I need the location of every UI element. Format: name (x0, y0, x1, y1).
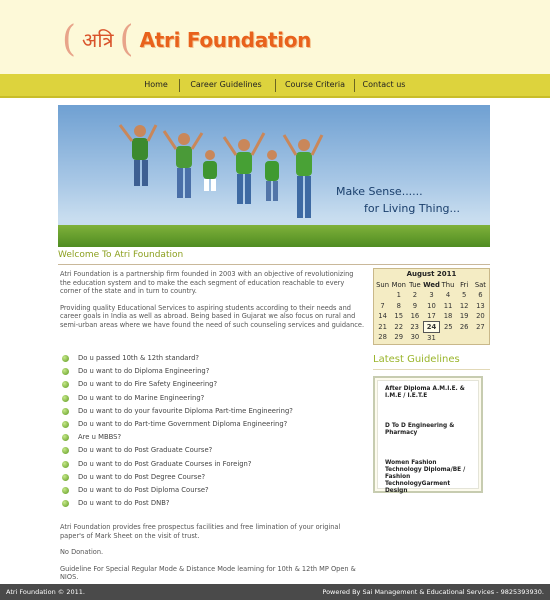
calendar-day-cell[interactable]: 13 (476, 301, 485, 310)
list-item[interactable]: Do u want to do Post Diploma Course? (62, 484, 362, 497)
calendar-day-cell (456, 332, 472, 343)
outro-paragraph-2: No Donation. (60, 548, 104, 556)
list-item[interactable]: Are u MBBS? (62, 431, 362, 444)
calendar-day-cell[interactable]: 12 (459, 301, 469, 310)
calendar-day-cell[interactable]: 6 (478, 291, 483, 300)
list-item[interactable]: Do u want to do Post DNB? (62, 497, 362, 510)
bullet-icon (62, 474, 69, 481)
site-logo[interactable] (62, 20, 311, 60)
calendar-day-cell[interactable]: 9 (412, 301, 418, 310)
site-header (0, 0, 550, 74)
list-item[interactable]: Do u want to do Fire Safety Engineering? (62, 378, 362, 391)
bullet-icon (62, 434, 69, 441)
guideline-item[interactable]: D To D Engineering & Pharmacy (385, 423, 455, 436)
nav-career-guidelines[interactable]: Career Guidelines (190, 80, 262, 89)
outro-text (60, 523, 366, 590)
calendar-day-cell[interactable]: 27 (476, 322, 485, 331)
calendar-widget (373, 268, 490, 345)
nav-course-criteria[interactable]: Course Criteria (284, 80, 346, 89)
latest-guidelines-scroller[interactable] (377, 380, 479, 494)
footer-copyright: Atri Foundation © 2011. (6, 588, 85, 596)
calendar-day-cell[interactable]: 16 (410, 312, 420, 321)
bullet-icon (62, 395, 69, 402)
calendar-day-cell[interactable]: 29 (394, 333, 404, 342)
calendar-day-cell (472, 332, 488, 343)
guideline-item[interactable]: After Diploma A.M.I.E. & I.M.E / I.E.T.E (385, 386, 465, 399)
list-item[interactable]: Do u want to do Post Degree Course? (62, 471, 362, 484)
grass-ground (58, 225, 490, 247)
calendar-week-row (375, 311, 489, 322)
calendar-day-cell[interactable]: 25 (443, 322, 453, 331)
footer-powered-by[interactable]: Powered By Sai Management & Educational Services - 9825393930. (322, 588, 544, 596)
latest-guidelines-title: Latest Guidelines (373, 354, 460, 365)
intro-text (60, 270, 366, 337)
calendar-week-row (375, 290, 489, 301)
bullet-icon (62, 461, 69, 468)
calendar-day-cell (375, 290, 391, 301)
banner-tagline-1: Make Sense...... (336, 185, 423, 198)
list-item[interactable]: Do u want to do Marine Engineering? (62, 392, 362, 405)
logo-bracket-right: ( (119, 19, 134, 60)
calendar-day-cell[interactable]: 15 (394, 312, 404, 321)
calendar-grid (375, 280, 489, 343)
nav-contact-us[interactable]: Contact us (362, 80, 406, 89)
calendar-day-cell[interactable]: 26 (459, 322, 469, 331)
calendar-day-cell (440, 332, 456, 343)
calendar-day-cell[interactable]: 18 (443, 312, 453, 321)
calendar-day-cell[interactable]: 5 (462, 291, 467, 300)
calendar-day-cell[interactable]: 4 (445, 291, 451, 300)
calendar-day-cell[interactable]: 21 (378, 322, 387, 331)
questions-list (62, 352, 362, 510)
bullet-icon (62, 381, 69, 388)
welcome-heading: Welcome To Atri Foundation (58, 247, 490, 265)
bullet-icon (62, 421, 69, 428)
calendar-week-row (375, 322, 489, 333)
calendar-day-cell[interactable]: 7 (380, 301, 385, 310)
bullet-icon (62, 355, 69, 362)
calendar-day-header: Wed (423, 281, 440, 289)
intro-paragraph-2: Providing quality Educational Services to aspiring students according to their needs and career goals in India as well as abroad. Being based in Gujarat we also focus on rural and semi-urban areas where we have found the need of such counseling services and guidance. (60, 303, 365, 329)
calendar-title: August 2011 (406, 270, 457, 278)
calendar-day-cell[interactable]: 20 (476, 312, 485, 321)
nav-divider (179, 79, 180, 92)
list-item[interactable]: Do u want to do your favourite Diploma Part-time Engineering? (62, 405, 362, 418)
calendar-day-cell[interactable]: 1 (396, 291, 401, 300)
nav-divider (275, 79, 276, 92)
bullet-icon (62, 408, 69, 415)
calendar-day-cell[interactable]: 14 (378, 312, 387, 321)
calendar-day-header: Mon (391, 281, 406, 289)
list-item[interactable]: Do u want to do Part-time Government Diploma Engineering? (62, 418, 362, 431)
latest-guidelines-divider (373, 369, 490, 370)
logo-bracket-left: ( (62, 19, 77, 60)
bullet-icon (62, 500, 69, 507)
calendar-day-cell[interactable]: 23 (410, 322, 419, 331)
calendar-day-header: Sun (376, 281, 390, 289)
calendar-day-header: Fri (460, 281, 469, 289)
bullet-icon (62, 368, 69, 375)
list-item[interactable]: Do u passed 10th & 12th standard? (62, 352, 362, 365)
outro-paragraph-3: Guideline For Special Regular Mode & Distance Mode learning for 10th & 12th MP Open & NIOS. (60, 564, 356, 581)
calendar-day-cell[interactable]: 30 (410, 333, 420, 342)
calendar-week-row (375, 332, 489, 343)
list-item[interactable]: Do u want to do Diploma Engineering? (62, 365, 362, 378)
calendar-day-header: Tue (409, 281, 421, 289)
calendar-day-cell[interactable]: 28 (378, 333, 387, 342)
nav-home[interactable]: Home (144, 80, 168, 89)
banner-tagline-2: for Living Thing... (364, 202, 461, 215)
calendar-day-cell[interactable]: 17 (427, 312, 436, 320)
hero-banner (58, 105, 490, 247)
latest-guidelines-box (373, 376, 483, 493)
calendar-day-cell[interactable]: 2 (412, 291, 418, 300)
calendar-day-cell[interactable]: 31 (427, 333, 436, 342)
calendar-day-cell[interactable]: 10 (427, 301, 436, 310)
calendar-day-cell[interactable]: 8 (396, 301, 401, 310)
brand-name: Atri Foundation (139, 28, 312, 52)
calendar-day-cell[interactable]: 3 (429, 291, 434, 300)
site-footer (0, 584, 550, 600)
main-nav (0, 74, 550, 98)
outro-paragraph-1: Atri Foundation provides free prospectus facilities and free limination of your original paper's of Mark Sheet on the visit of trust. (60, 523, 341, 540)
guideline-item[interactable]: Women Fashion Technology Diploma/BE / Fashion TechnologyGarment Design (385, 460, 466, 494)
calendar-day-cell[interactable]: 22 (394, 322, 404, 331)
nav-divider (354, 79, 355, 92)
calendar-day-cell[interactable]: 11 (443, 301, 453, 310)
bullet-icon (62, 447, 69, 454)
list-item[interactable]: Do u want to do Post Graduate Course? (62, 444, 362, 457)
intro-paragraph-1: Atri Foundation is a partnership firm founded in 2003 with an objective of revolutionizing the education system and to make the each segment of education reachable to every corner of the state and in turn to country. (60, 270, 354, 295)
calendar-day-cell[interactable]: 24 (423, 322, 440, 333)
calendar-week-row (375, 301, 489, 312)
bullet-icon (62, 487, 69, 494)
calendar-day-header: Thu (441, 281, 455, 289)
list-item[interactable]: Do u want to do Post Graduate Courses in Foreign? (62, 458, 362, 471)
calendar-day-cell[interactable]: 19 (459, 312, 469, 321)
logo-hindi-text: अत्रि (82, 28, 114, 52)
calendar-day-header: Sat (474, 281, 486, 289)
